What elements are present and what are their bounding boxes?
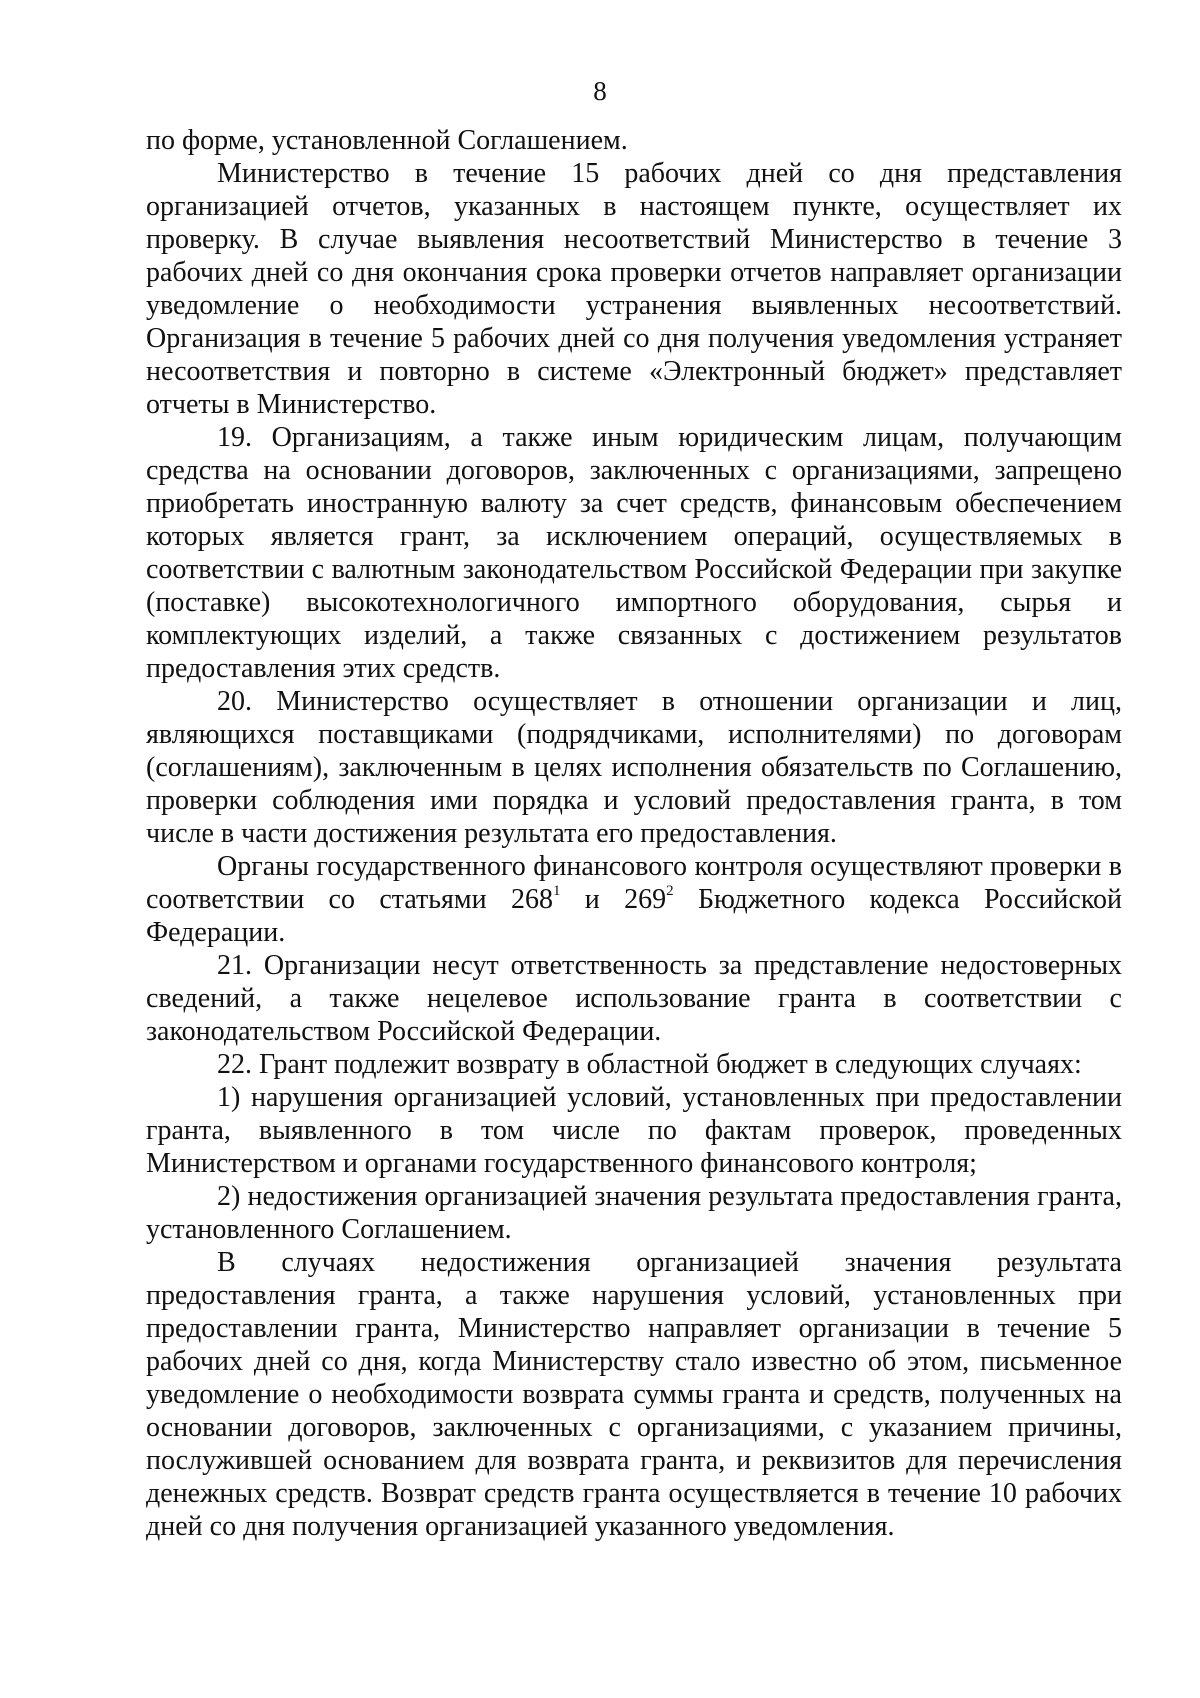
paragraph-item-22: 22. Грант подлежит возврату в областной бюджет в следующих случаях: bbox=[217, 1049, 1082, 1080]
paragraph-financial-control bbox=[146, 850, 1122, 949]
paragraph-financial-control-part3: Бюджетного кодекса Российской Федерации. bbox=[146, 884, 1123, 948]
document-body bbox=[146, 124, 1122, 1543]
paragraph-item-21: 21. Организации несут ответственность за представление недостоверных сведений, а также нецелевое использование гранта в соответствии с законодательством Российской Федерации. bbox=[146, 950, 1122, 1047]
page-number: 8 bbox=[593, 76, 607, 106]
paragraph-subitem-2: 2) недостижения организацией значения результата предоставления гранта, установленного Соглашением. bbox=[146, 1181, 1122, 1245]
article-superscript-2: 2 bbox=[666, 883, 674, 899]
paragraph-subitem-1: 1) нарушения организацией условий, установленных при предоставлении гранта, выявленного в том числе по фактам проверок, проведенных Министерством и органами государственного финансового контроля; bbox=[146, 1082, 1122, 1179]
paragraph-financial-control-part1: Органы государственного финансового контроля осуществляют проверки в соответствии со статьями 268 bbox=[146, 851, 1122, 915]
paragraph-report-check: Министерство в течение 15 рабочих дней со дня представления организацией отчетов, указанных в настоящем пункте, осуществляет их проверку. В случае выявления несоответствий Министерство в течение 3 рабочих дней со дня окончания срока проверки отчетов направляет организации уведомление о необходимости устранения выявленных несоответствий. Организация в течение 5 рабочих дней со дня получения уведомления устраняет несоответствия и повторно в системе «Электронный бюджет» представляет отчеты в Министерство. bbox=[146, 158, 1122, 420]
article-superscript-1: 1 bbox=[552, 883, 561, 899]
paragraph-financial-control-part2: и 269 bbox=[560, 884, 667, 915]
paragraph-item-20: 20. Министерство осуществляет в отношении организации и лиц, являющихся поставщиками (подрядчиками, исполнителями) по договорам (соглашениям), заключенным в целях исполнения обязательств по Соглашению, проверки соблюдения ими порядка и условий предоставления гранта, в том числе в части достижения результата его предоставления. bbox=[146, 686, 1122, 849]
paragraph-grant-return: В случаях недостижения организацией значения результата предоставления гранта, а также нарушения условий, установленных при предоставлении гранта, Министерство направляет организации в течение 5 рабочих дней со дня, когда Министерству стало известно об этом, письменное уведомление о необходимости возврата суммы гранта и средств, полученных на основании договоров, заключенных с организациями, с указанием причины, послужившей основанием для возврата гранта, и реквизитов для перечисления денежных средств. Возврат средств гранта осуществляется в течение 10 рабочих дней со дня получения организацией указанного уведомления. bbox=[146, 1247, 1122, 1542]
paragraph-item-19: 19. Организациям, а также иным юридическим лицам, получающим средства на основании договоров, заключенных с организациями, запрещено приобретать иностранную валюту за счет средств, финансовым обеспечением которых является грант, за исключением операций, осуществляемых в соответствии с валютным законодательством Российской Федерации при закупке (поставке) высокотехнологичного импортного оборудования, сырья и комплектующих изделий, а также связанных с достижением результатов предоставления этих средств. bbox=[146, 422, 1122, 684]
paragraph-continuation: по форме, установленной Соглашением. bbox=[146, 125, 628, 156]
